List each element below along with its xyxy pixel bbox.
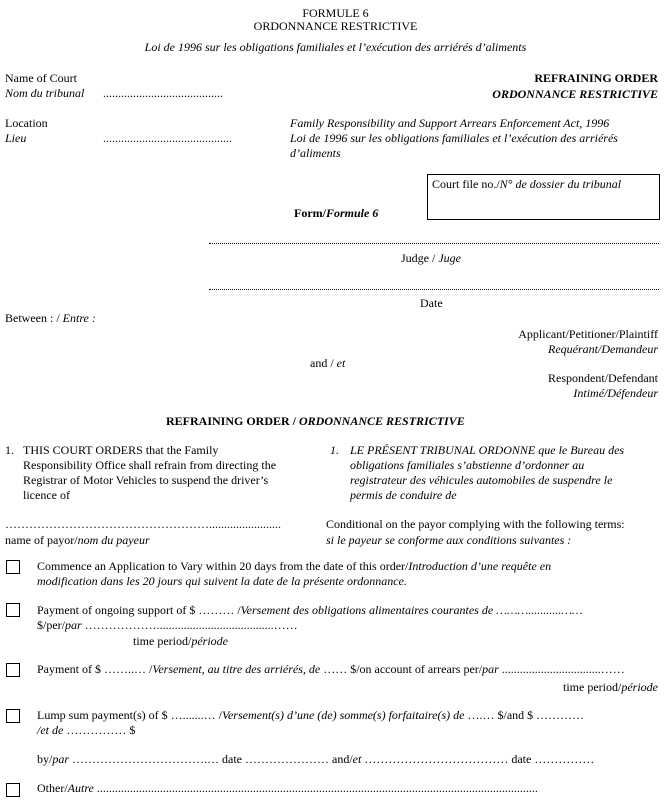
condition-lump-sum-dates: by/par …………………………….… date ………………… and/et ……………………………… date …………… — [37, 752, 595, 766]
condition-other-text-fr: Autre — [67, 781, 94, 795]
payor-name-label: name of payor/nom du payeur — [5, 533, 150, 547]
order-text-fr-line4: permis de conduire de — [350, 488, 457, 502]
judge-label-fr: Juge — [438, 251, 461, 265]
court-name-label-fr: Nom du tribunal — [5, 86, 85, 100]
court-name-field[interactable]: ........................................ — [103, 86, 223, 100]
location-label-fr: Lieu — [5, 131, 27, 145]
payor-name-label-fr: nom du payeur — [77, 533, 150, 547]
arrears-period-label: time period/période — [563, 680, 658, 694]
ongoing-support-period-label: time period/période — [133, 634, 228, 648]
payor-name-field[interactable]: ……………………………………………........................ — [5, 517, 281, 531]
condition-ongoing-support-line2: $/per/par ……………….......................................…… — [37, 618, 298, 632]
court-name-label: Name of Court — [5, 71, 77, 85]
condition-ongoing-support-checkbox[interactable] — [6, 603, 20, 617]
respondent-label-fr: Intimé/Défendeur — [573, 386, 658, 400]
condition-ongoing-support-text-fr: Versement des obligations alimentaires courantes de ………...........…… — [240, 603, 583, 617]
order-number-en: 1. — [5, 443, 14, 457]
condition-arrears-text-fr: Versement, au titre des arriérés, de — [152, 662, 321, 676]
condition-vary-text-fr-line2: modification dans les 20 jours qui suivent la date de la présente ordonnance. — [37, 574, 407, 588]
date-line[interactable] — [209, 289, 659, 290]
order-heading: REFRAINING ORDER / ORDONNANCE RESTRICTIVE — [166, 414, 465, 428]
order-text-fr-line1: LE PRÉSENT TRIBUNAL ORDONNE que le Bureau des — [350, 443, 625, 457]
condition-lump-sum-text-fr: Versement(s) d’une (de) somme(s) forfaitaire(s) de — [221, 708, 465, 722]
order-text-fr-line3: registrateur des véhicules automobiles de suspendre le — [350, 473, 613, 487]
order-text-fr-line2: obligations familiales s’abstienne d’ordonner au — [350, 458, 585, 472]
location-label: Location — [5, 116, 48, 130]
order-text-en-line4: licence of — [23, 488, 70, 502]
conditional-text: Conditional on the payor complying with the following terms: — [326, 517, 625, 531]
court-file-number-box[interactable] — [427, 174, 660, 220]
court-file-label: Court file no./ — [432, 177, 500, 191]
respondent-label: Respondent/Defendant — [548, 371, 658, 385]
applicant-label-fr: Requérant/Demandeur — [548, 342, 658, 356]
form-number: FORMULE 6 — [302, 6, 369, 20]
act-title-fr-line2: d’aliments — [290, 146, 341, 160]
order-number-fr: 1. — [330, 443, 339, 457]
refraining-order-title-fr: ORDONNANCE RESTRICTIVE — [492, 87, 658, 101]
condition-vary-checkbox[interactable] — [6, 560, 20, 574]
between-label: Between : / Entre : — [5, 311, 96, 325]
condition-arrears-checkbox[interactable] — [6, 663, 20, 677]
order-text-en-line2: Responsibility Office shall refrain from directing the — [23, 458, 277, 472]
order-text-en-line3: Registrar of Motor Vehicles to suspend the driver’s — [23, 473, 269, 487]
condition-vary-text-fr: Introduction d’une requête en — [408, 559, 552, 573]
date-label: Date — [420, 296, 443, 310]
act-title-fr-line1: Loi de 1996 sur les obligations familiales et l’exécution des arriérés — [290, 131, 618, 145]
condition-other-checkbox[interactable] — [6, 783, 20, 797]
judge-signature-line[interactable] — [209, 243, 659, 244]
condition-other-text: Other/Autre ................................................................................................................................................... — [37, 781, 538, 795]
between-label-fr: Entre : — [62, 311, 96, 325]
order-text-en-line1: THIS COURT ORDERS that the Family — [23, 443, 219, 457]
act-title-en: Family Responsibility and Support Arrears Enforcement Act, 1996 — [290, 116, 610, 130]
applicant-label: Applicant/Petitioner/Plaintiff — [518, 327, 658, 341]
condition-lump-sum-text: Lump sum payment(s) of $ ….......… /Versement(s) d’une (de) somme(s) forfaitaire(s) de ….… $/and $ ………… — [37, 708, 585, 722]
and-label: and / et — [310, 356, 346, 370]
order-heading-fr: ORDONNANCE RESTRICTIVE — [299, 414, 465, 428]
act-title-fr: Loi de 1996 sur les obligations familiales et l’exécution des arriérés d’aliments — [144, 40, 527, 54]
and-label-fr: et — [336, 356, 346, 370]
condition-arrears-text: Payment of $ ……..… /Versement, au titre des arriérés, de …… $/on account of arrears per/par .................................…… — [37, 662, 625, 676]
form-label-fr: Formule 6 — [326, 206, 379, 220]
location-field[interactable]: ........................................... — [103, 131, 232, 145]
condition-lump-sum-line2: /et de …………… $ — [37, 723, 136, 737]
condition-lump-sum-checkbox[interactable] — [6, 709, 20, 723]
form-label: Form/Formule 6 — [294, 206, 379, 220]
conditional-text-fr: si le payeur se conforme aux conditions suivantes : — [326, 533, 572, 547]
refraining-order-title: REFRAINING ORDER — [534, 71, 658, 85]
condition-vary-text: Commence an Application to Vary within 20 days from the date of this order/Introduction d’une requête en — [37, 559, 552, 573]
condition-ongoing-support-text: Payment of ongoing support of $ ……… /Versement des obligations alimentaires courantes de ………...........…… — [37, 603, 583, 617]
form-title: ORDONNANCE RESTRICTIVE — [253, 19, 418, 33]
judge-label: Judge / Juge — [401, 251, 461, 265]
court-file-label-fr: N° de dossier du tribunal — [499, 177, 622, 191]
